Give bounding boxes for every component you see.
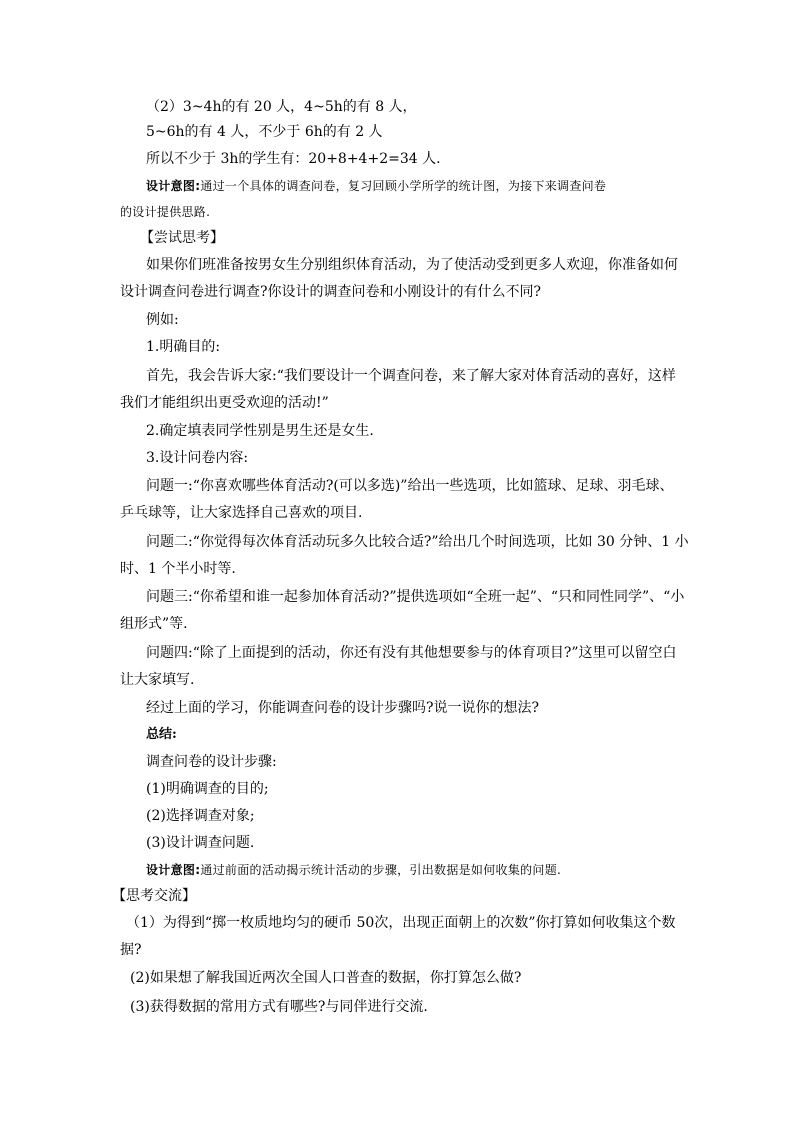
text-line: 的设计提供思路. (120, 205, 211, 219)
summary-heading: 总结: (146, 727, 177, 742)
text-line: 让大家填写. (120, 672, 195, 688)
text-line: 5~6h的有 4 人，不少于 6h的有 2 人 (146, 124, 383, 140)
text-line: 调查问卷的设计步骤: (146, 754, 277, 770)
design-intent-text: 通过前面的活动揭示统计活动的步骤，引出数据是如何收集的问题. (200, 863, 562, 877)
text-line: 我们才能组织出更受欢迎的活动!” (120, 395, 329, 411)
text-line: 乒乓球等，让大家选择自己喜欢的项目. (120, 505, 363, 521)
design-intent-label: 设计意图: (146, 179, 201, 193)
list-item: (2)选择调查对象; (146, 808, 255, 824)
list-item: (1)明确调查的目的; (146, 781, 269, 797)
text-line: 2.确定填表同学性别是男生还是女生. (146, 423, 374, 439)
text-line: （2）3~4h的有 20 人，4~5h的有 8 人， (146, 99, 417, 115)
text-line: 据? (120, 942, 142, 958)
text-line: 问题三:“你希望和谁一起参加体育活动?”提供选项如“全班一起”、“只和同性同学”、“小 (146, 589, 685, 605)
design-intent-text: 通过一个具体的调查问卷，复习回顾小学所学的统计图，为接下来调查问卷 (200, 179, 607, 193)
text-line: 例如: (146, 312, 179, 328)
text-line: 3.设计问卷内容: (146, 450, 249, 466)
text-line: (2)如果想了解我国近两次全国人口普查的数据，你打算怎么做? (130, 970, 522, 986)
design-intent-label: 设计意图: (146, 863, 201, 877)
text-line: 首先，我会告诉大家:“我们要设计一个调查问卷，来了解大家对体育活动的喜好，这样 (146, 368, 676, 384)
text-line: 时、1 个半小时等. (120, 561, 236, 577)
text-line: 如果你们班准备按男女生分别组织体育活动，为了使活动受到更多人欢迎，你准备如何 (146, 257, 678, 273)
text-line: 经过上面的学习，你能调查问卷的设计步骤吗?说一说你的想法? (146, 700, 540, 716)
section-heading: 【思考交流】 (112, 888, 196, 904)
text-line: （1）为得到“掷一枚质地均匀的硬币 50次，出现正面朝上的次数”你打算如何收集这个数 (126, 915, 676, 931)
design-intent-line (146, 860, 561, 880)
text-line: 所以不少于 3h的学生有：20+8+4+2=34 人. (146, 151, 441, 167)
text-line: 问题四:“除了上面提到的活动，你还有没有其他想要参与的体育项目?”这里可以留空白 (146, 645, 677, 661)
text-line: (3)获得数据的常用方式有哪些?与同伴进行交流. (130, 999, 428, 1015)
text-line: 问题一:“你喜欢哪些体育活动?(可以多选)”给出一些选项，比如篮球、足球、羽毛球、 (146, 478, 674, 494)
design-intent-line (146, 176, 606, 196)
text-line: 组形式”等. (120, 616, 188, 632)
text-line: 设计调查问卷进行调查?你设计的调查问卷和小刚设计的有什么不同? (120, 284, 542, 300)
text-line: 问题二:“你觉得每次体育活动玩多久比较合适?”给出几个时间选项，比如 30 分钟、1 小 (146, 534, 689, 550)
list-item: (3)设计调查问题. (146, 835, 255, 851)
text-line: 1.明确目的: (146, 339, 221, 355)
section-heading: 【尝试思考】 (140, 230, 224, 246)
